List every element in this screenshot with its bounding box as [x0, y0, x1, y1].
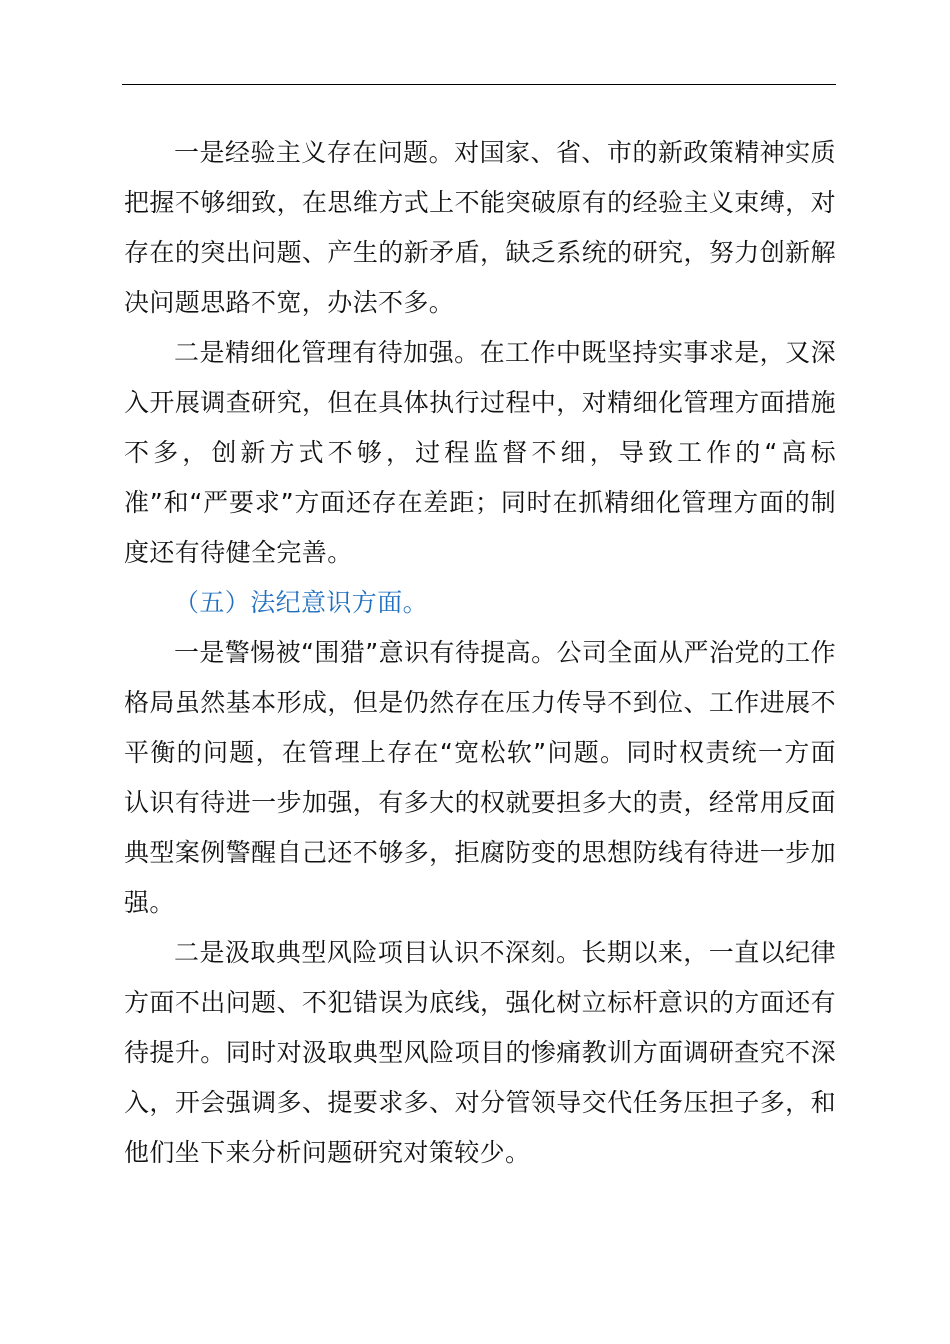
- header-rule: [122, 84, 836, 85]
- paragraph-vigilance: 一是警惕被“围猎”意识有待提高。公司全面从严治党的工作格局虽然基本形成，但是仍然存在压力传导不到位、工作进展不平衡的问题，在管理上存在“宽松软”问题。同时权责统一方面认识有待进一步加强，有多大的权就要担多大的责，经常用反面典型案例警醒自己还不够多，拒腐防变的思想防线有待进一步加强。: [124, 638, 836, 917]
- section-heading-legal-awareness: （五）法纪意识方面。: [174, 588, 429, 617]
- paragraph-experience-issue: 一是经验主义存在问题。对国家、省、市的新政策精神实质把握不够细致，在思维方式上不能突破原有的经验主义束缚，对存在的突出问题、产生的新矛盾，缺乏系统的研究，努力创新解决问题思路不宽，办法不多。: [124, 138, 836, 317]
- document-body: [124, 128, 836, 1178]
- paragraph-refined-management: 二是精细化管理有待加强。在工作中既坚持实事求是，又深入开展调查研究，但在具体执行过程中，对精细化管理方面措施不多，创新方式不够，过程监督不细，导致工作的“高标准”和“严要求”方面还存在差距；同时在抓精细化管理方面的制度还有待健全完善。: [124, 338, 836, 567]
- paragraph-risk-lessons: 二是汲取典型风险项目认识不深刻。长期以来，一直以纪律方面不出问题、不犯错误为底线，强化树立标杆意识的方面还有待提升。同时对汲取典型风险项目的惨痛教训方面调研查究不深入，开会强调多、提要求多、对分管领导交代任务压担子多，和他们坐下来分析问题研究对策较少。: [124, 938, 836, 1167]
